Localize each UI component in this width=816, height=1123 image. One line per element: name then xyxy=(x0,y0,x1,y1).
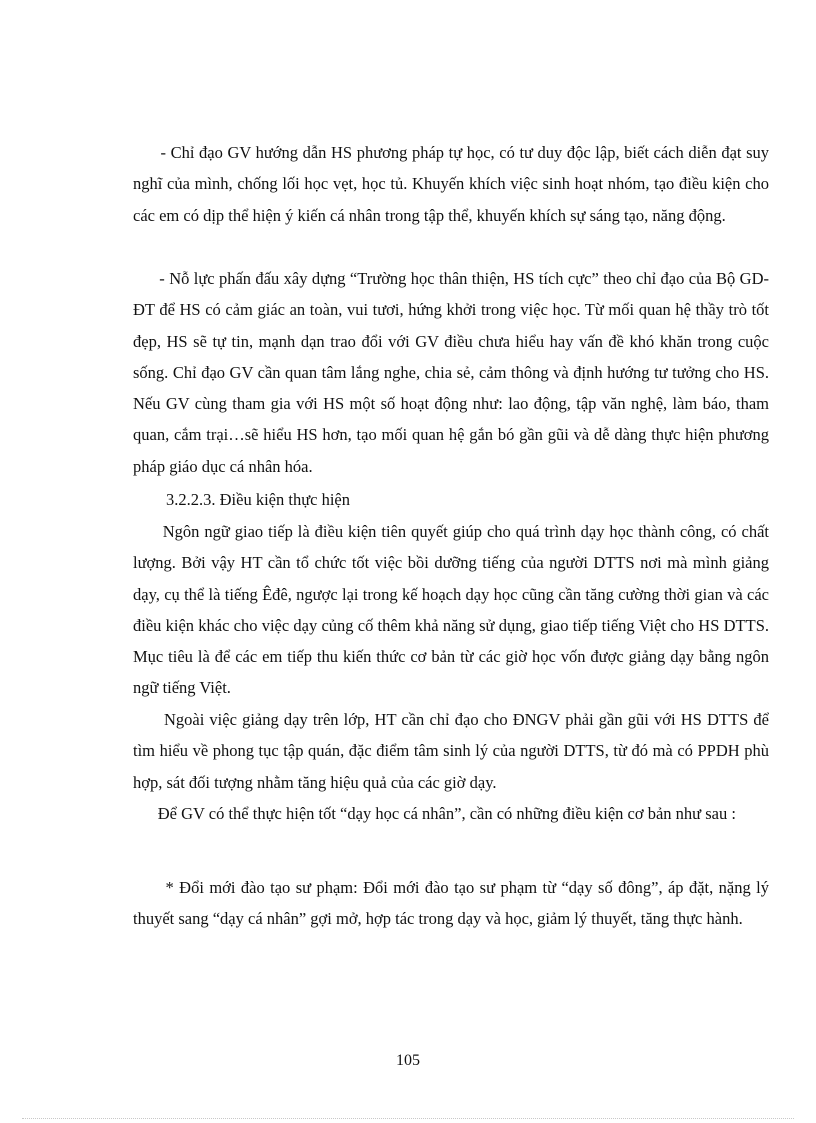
paragraph-guide-self-study: - Chỉ đạo GV hướng dẫn HS phương pháp tự học, có tư duy độc lập, biết cách diễn đạt suy nghĩ của mình, chống lối học vẹt, học tủ. Khuyến khích việc sinh hoạt nhóm, tạo điều kiện cho các em có dịp thể hiện ý kiến cá nhân trong tập thể, khuyến khích sự sáng tạo, năng động. xyxy=(133,143,769,225)
paragraph-friendly-school: - Nỗ lực phấn đấu xây dựng “Trường học thân thiện, HS tích cực” theo chỉ đạo của Bộ GD- ĐT để HS có cảm giác an toàn, vui tươi, hứng khởi trong việc học. Từ mối quan hệ thầy trò tốt đẹp, HS sẽ tự tin, mạnh dạn trao đổi với GV điều chưa hiểu hay vấn đề khó khăn trong cuộc sống. Chỉ đạo GV cần quan tâm lắng nghe, chia sẻ, cảm thông và định hướng tư tưởng cho HS. Nếu GV cùng tham gia với HS một số hoạt động như: lao động, tập văn nghệ, làm báo, tham quan, cắm trại…sẽ hiểu HS hơn, tạo mối quan hệ gắn bó gần gũi và dễ dàng thực hiện phương pháp giáo dục cá nhân hóa. xyxy=(133,269,769,476)
page-number: 105 xyxy=(396,1052,420,1069)
paragraph-communication-language: Ngôn ngữ giao tiếp là điều kiện tiên quyết giúp cho quá trình dạy học thành công, có chất lượng. Bởi vậy HT cần tổ chức tốt việc bồi dưỡng tiếng của người DTTS nơi mà mình giảng dạy, cụ thể là tiếng Êđê, ngược lại trong kế hoạch dạy học cũng cần tăng cường thời gian và các điều kiện khác cho việc dạy củng cố thêm khả năng sử dụng, giao tiếp tiếng Việt cho HS DTTS. Mục tiêu là để các em tiếp thu kiến thức cơ bản từ các giờ học vốn được giảng dạy bằng ngôn ngữ tiếng Việt. xyxy=(133,522,769,698)
paragraph-teaching-in-class: Ngoài việc giảng dạy trên lớp, HT cần chỉ đạo cho ĐNGV phải gần gũi với HS DTTS để tìm hiểu về phong tục tập quán, đặc điểm tâm sinh lý của người DTTS, từ đó mà có PPDH phù hợp, sát đối tượng nhằm tăng hiệu quả của các giờ dạy. xyxy=(133,710,769,792)
paragraph-conditions-intro: Để GV có thể thực hiện tốt “dạy học cá nhân”, cần có những điều kiện cơ bản như sau : xyxy=(133,804,736,823)
paragraph-teacher-training-reform: * Đổi mới đào tạo sư phạm: Đổi mới đào tạo sư phạm từ “dạy số đông”, áp đặt, nặng lý thuyết sang “dạy cá nhân” gợi mở, hợp tác trong dạy và học, giảm lý thuyết, tăng thực hành. xyxy=(133,878,769,929)
bottom-divider xyxy=(22,1118,794,1119)
section-heading: 3.2.2.3. Điều kiện thực hiện xyxy=(166,490,350,509)
